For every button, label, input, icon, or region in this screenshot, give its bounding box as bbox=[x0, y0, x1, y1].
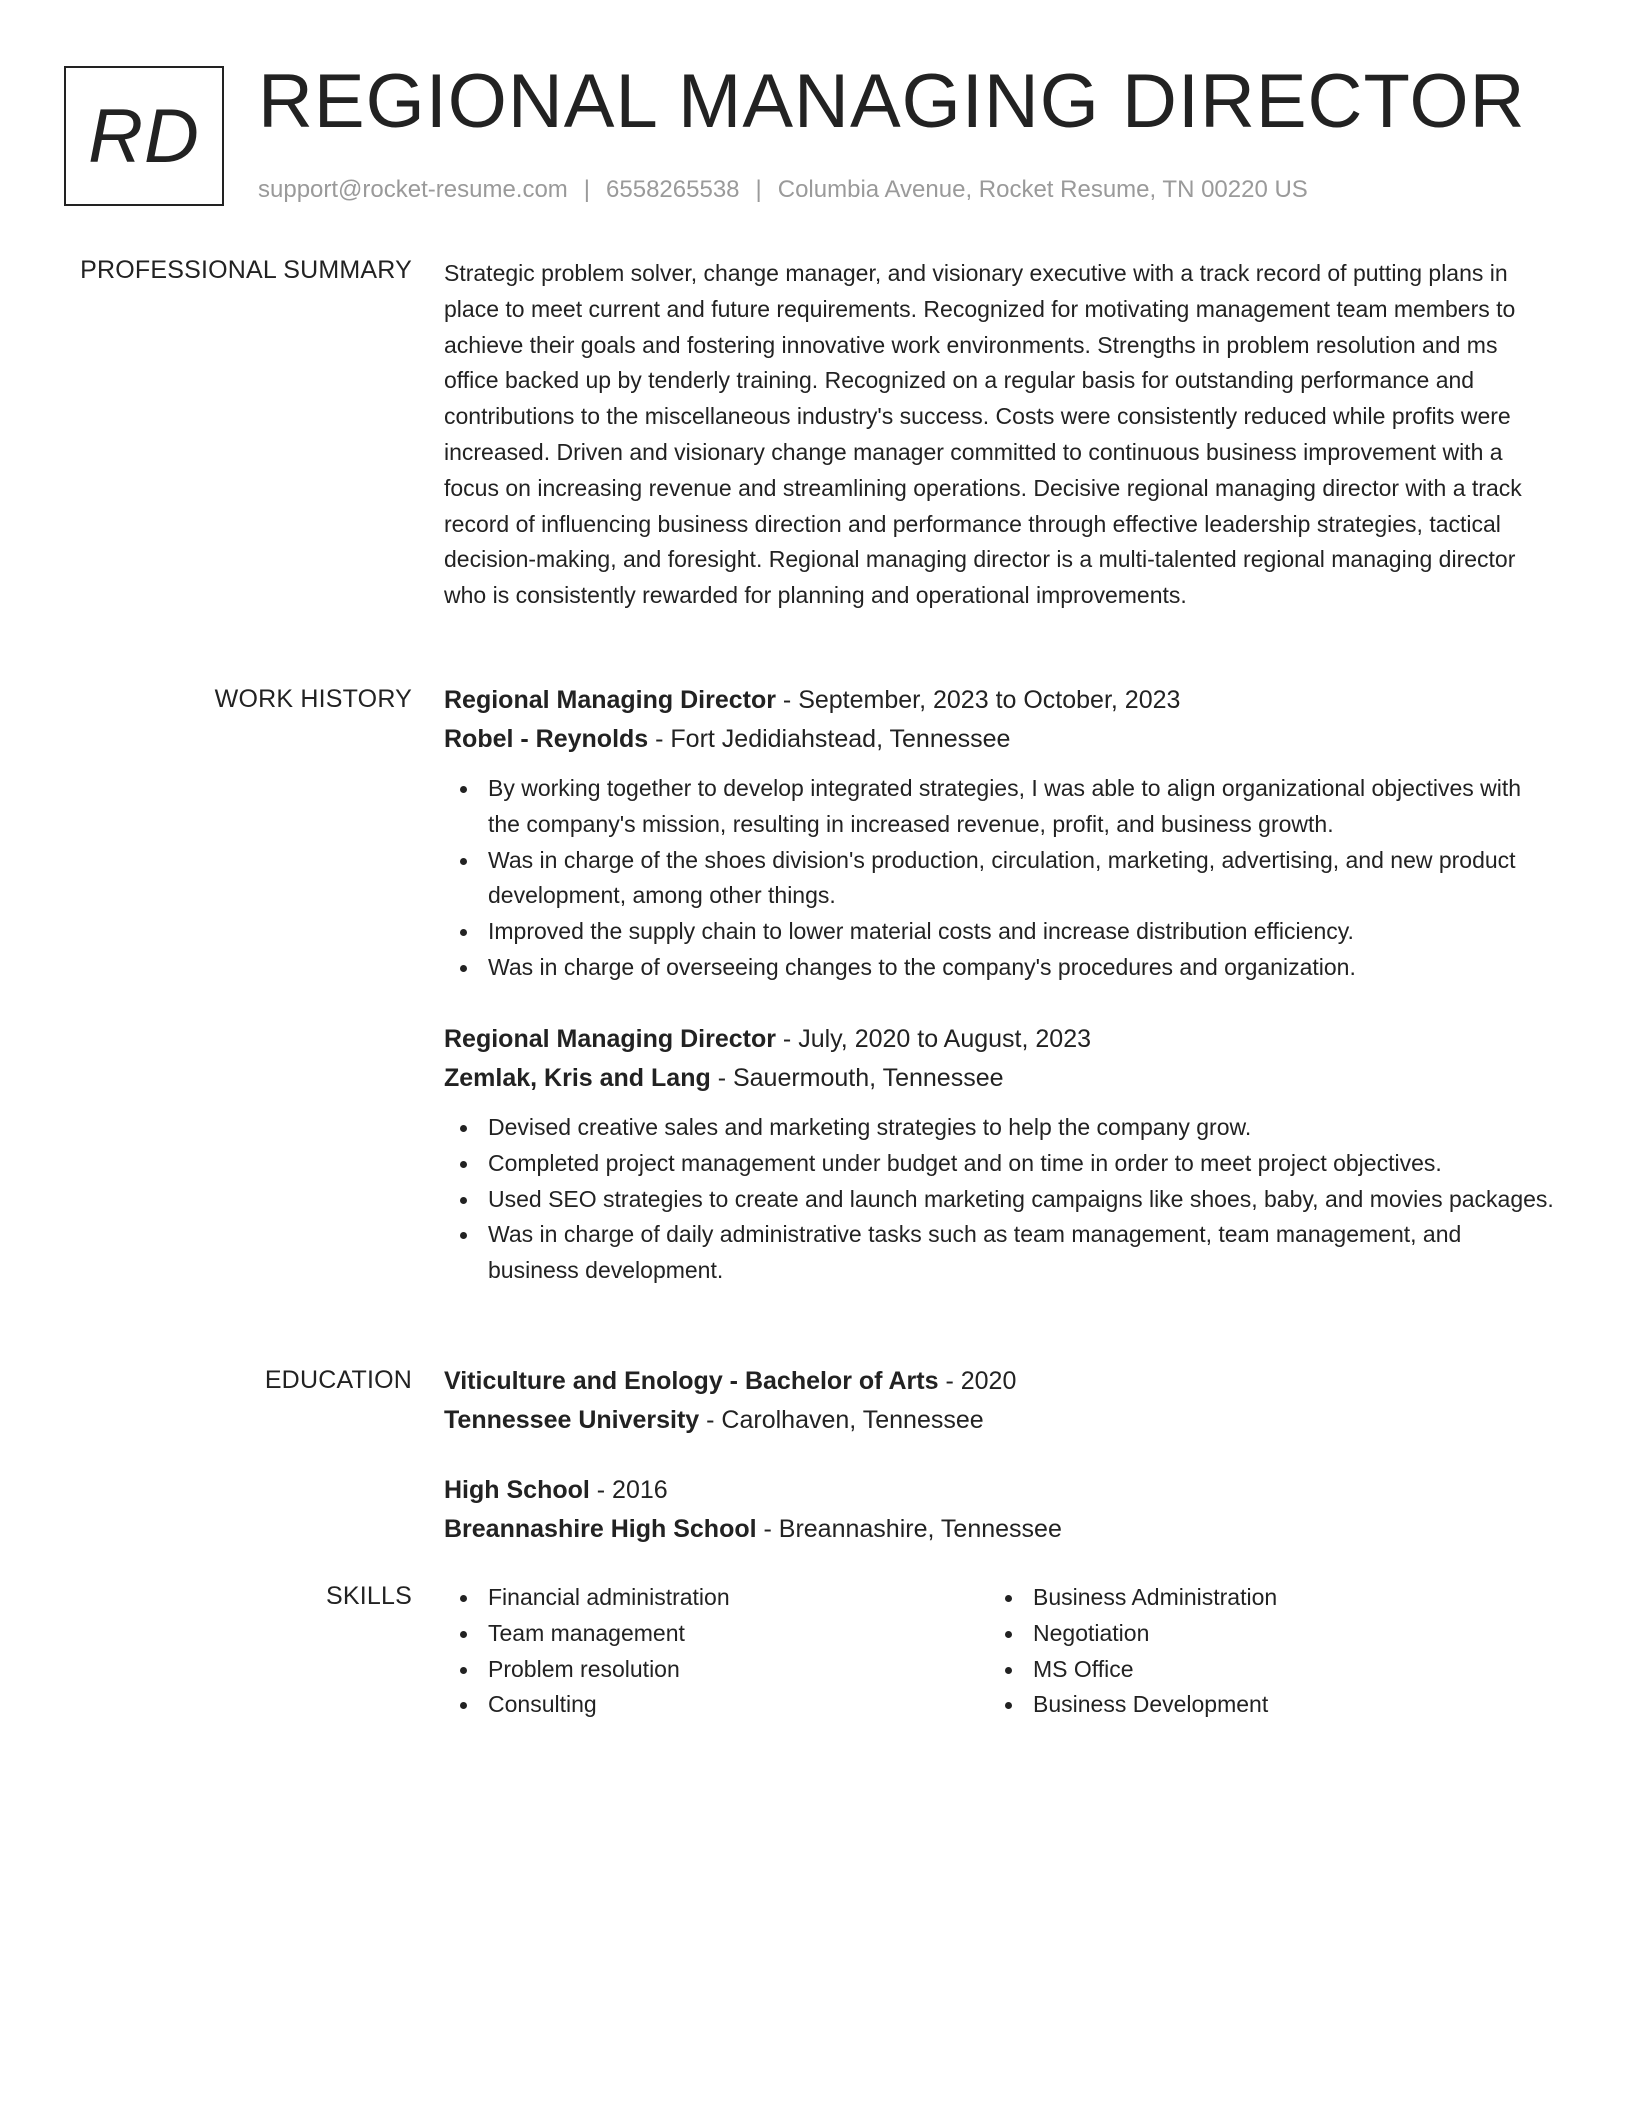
job-dates: - September, 2023 to October, 2023 bbox=[775, 686, 1181, 714]
school-line bbox=[444, 1510, 1556, 1549]
work-entry bbox=[444, 1020, 1556, 1289]
skill-item: Business Administration bbox=[989, 1580, 1534, 1616]
job-bullet: Completed project management under budget and on time in order to meet project objectives. bbox=[444, 1146, 1556, 1182]
school: Tennessee University bbox=[444, 1406, 700, 1434]
job-title: Regional Managing Director bbox=[444, 1025, 776, 1053]
degree-line bbox=[444, 1362, 1556, 1401]
contact-separator: | bbox=[755, 176, 762, 203]
job-bullet: Was in charge of daily administrative tasks such as team management, team management, and business development. bbox=[444, 1217, 1556, 1289]
degree: Viticulture and Enology - Bachelor of Arts bbox=[444, 1367, 939, 1395]
work-entry bbox=[444, 681, 1556, 986]
job-company-line bbox=[444, 1059, 1556, 1098]
school-location: - Breannashire, Tennessee bbox=[756, 1515, 1062, 1543]
degree-line bbox=[444, 1471, 1556, 1510]
skills-column-left bbox=[444, 1580, 989, 1723]
job-location: - Fort Jedidiahstead, Tennessee bbox=[648, 725, 1011, 753]
section-label-summary: PROFESSIONAL SUMMARY bbox=[80, 256, 412, 284]
skill-item: MS Office bbox=[989, 1652, 1534, 1688]
job-company: Robel - Reynolds bbox=[444, 725, 649, 753]
skills-column-right bbox=[989, 1580, 1534, 1723]
job-title-line bbox=[444, 681, 1556, 720]
job-bullet: Devised creative sales and marketing strategies to help the company grow. bbox=[444, 1110, 1556, 1146]
job-bullet: Improved the supply chain to lower material costs and increase distribution efficiency. bbox=[444, 914, 1556, 950]
monogram-box bbox=[64, 66, 224, 206]
skill-item: Problem resolution bbox=[444, 1652, 989, 1688]
job-bullets bbox=[444, 771, 1556, 986]
resume-title: REGIONAL MANAGING DIRECTOR bbox=[258, 59, 1526, 144]
monogram-initials: RD bbox=[88, 93, 200, 179]
job-title-line bbox=[444, 1020, 1556, 1059]
job-title: Regional Managing Director bbox=[444, 686, 776, 714]
degree-year: - 2016 bbox=[589, 1476, 668, 1504]
skill-item: Financial administration bbox=[444, 1580, 989, 1616]
section-label-work: WORK HISTORY bbox=[214, 685, 412, 713]
school-location: - Carolhaven, Tennessee bbox=[699, 1406, 984, 1434]
job-company: Zemlak, Kris and Lang bbox=[444, 1064, 711, 1092]
school: Breannashire High School bbox=[444, 1515, 757, 1543]
summary-section bbox=[444, 256, 1556, 614]
contact-separator: | bbox=[583, 176, 591, 203]
contact-line bbox=[258, 174, 1308, 206]
job-bullet: Was in charge of the shoes division's production, circulation, marketing, advertising, and new product development, among other things. bbox=[444, 843, 1556, 915]
contact-email: support@rocket-resume.com bbox=[258, 176, 568, 203]
contact-phone: 6558265538 bbox=[606, 176, 740, 203]
skill-item: Negotiation bbox=[989, 1616, 1534, 1652]
contact-address: Columbia Avenue, Rocket Resume, TN 00220 US bbox=[777, 176, 1308, 203]
skill-item: Business Development bbox=[989, 1687, 1534, 1723]
skills-grid bbox=[444, 1580, 1556, 1723]
summary-text: Strategic problem solver, change manager, and visionary executive with a track record of putting plans in place to meet current and future requirements. Recognized for motivating management team members to achieve their goals and fostering innovative work environments. Strengths in problem resolution and ms office backed up by tenderly training. Recognized on a regular basis for outstanding performance and contributions to the miscellaneous industry's success. Costs were consistently reduced while profits were increased. Driven and visionary change manager committed to continuous business improvement with a focus on increasing revenue and streamlining operations. Decisive regional managing director with a track record of influencing business direction and performance through effective leadership strategies, tactical decision-making, and foresight. Regional managing director is a multi-talented regional managing director who is consistently rewarded for planning and operational improvements. bbox=[444, 260, 1522, 609]
job-bullet: Used SEO strategies to create and launch marketing campaigns like shoes, baby, and movies packages. bbox=[444, 1182, 1556, 1218]
skill-item: Team management bbox=[444, 1616, 989, 1652]
job-bullets bbox=[444, 1110, 1556, 1289]
job-company-line bbox=[444, 720, 1556, 759]
degree: High School bbox=[444, 1476, 590, 1504]
job-dates: - July, 2020 to August, 2023 bbox=[775, 1025, 1092, 1053]
school-line bbox=[444, 1401, 1556, 1440]
education-entry bbox=[444, 1471, 1556, 1549]
degree-year: - 2020 bbox=[938, 1367, 1017, 1395]
job-location: - Sauermouth, Tennessee bbox=[710, 1064, 1004, 1092]
job-bullet: Was in charge of overseeing changes to the company's procedures and organization. bbox=[444, 950, 1556, 986]
job-bullet: By working together to develop integrated strategies, I was able to align organizational objectives with the company's mission, resulting in increased revenue, profit, and business growth. bbox=[444, 771, 1556, 843]
education-entry bbox=[444, 1362, 1556, 1440]
section-label-education: EDUCATION bbox=[264, 1366, 412, 1394]
skill-item: Consulting bbox=[444, 1687, 989, 1723]
section-label-skills: SKILLS bbox=[326, 1582, 412, 1610]
